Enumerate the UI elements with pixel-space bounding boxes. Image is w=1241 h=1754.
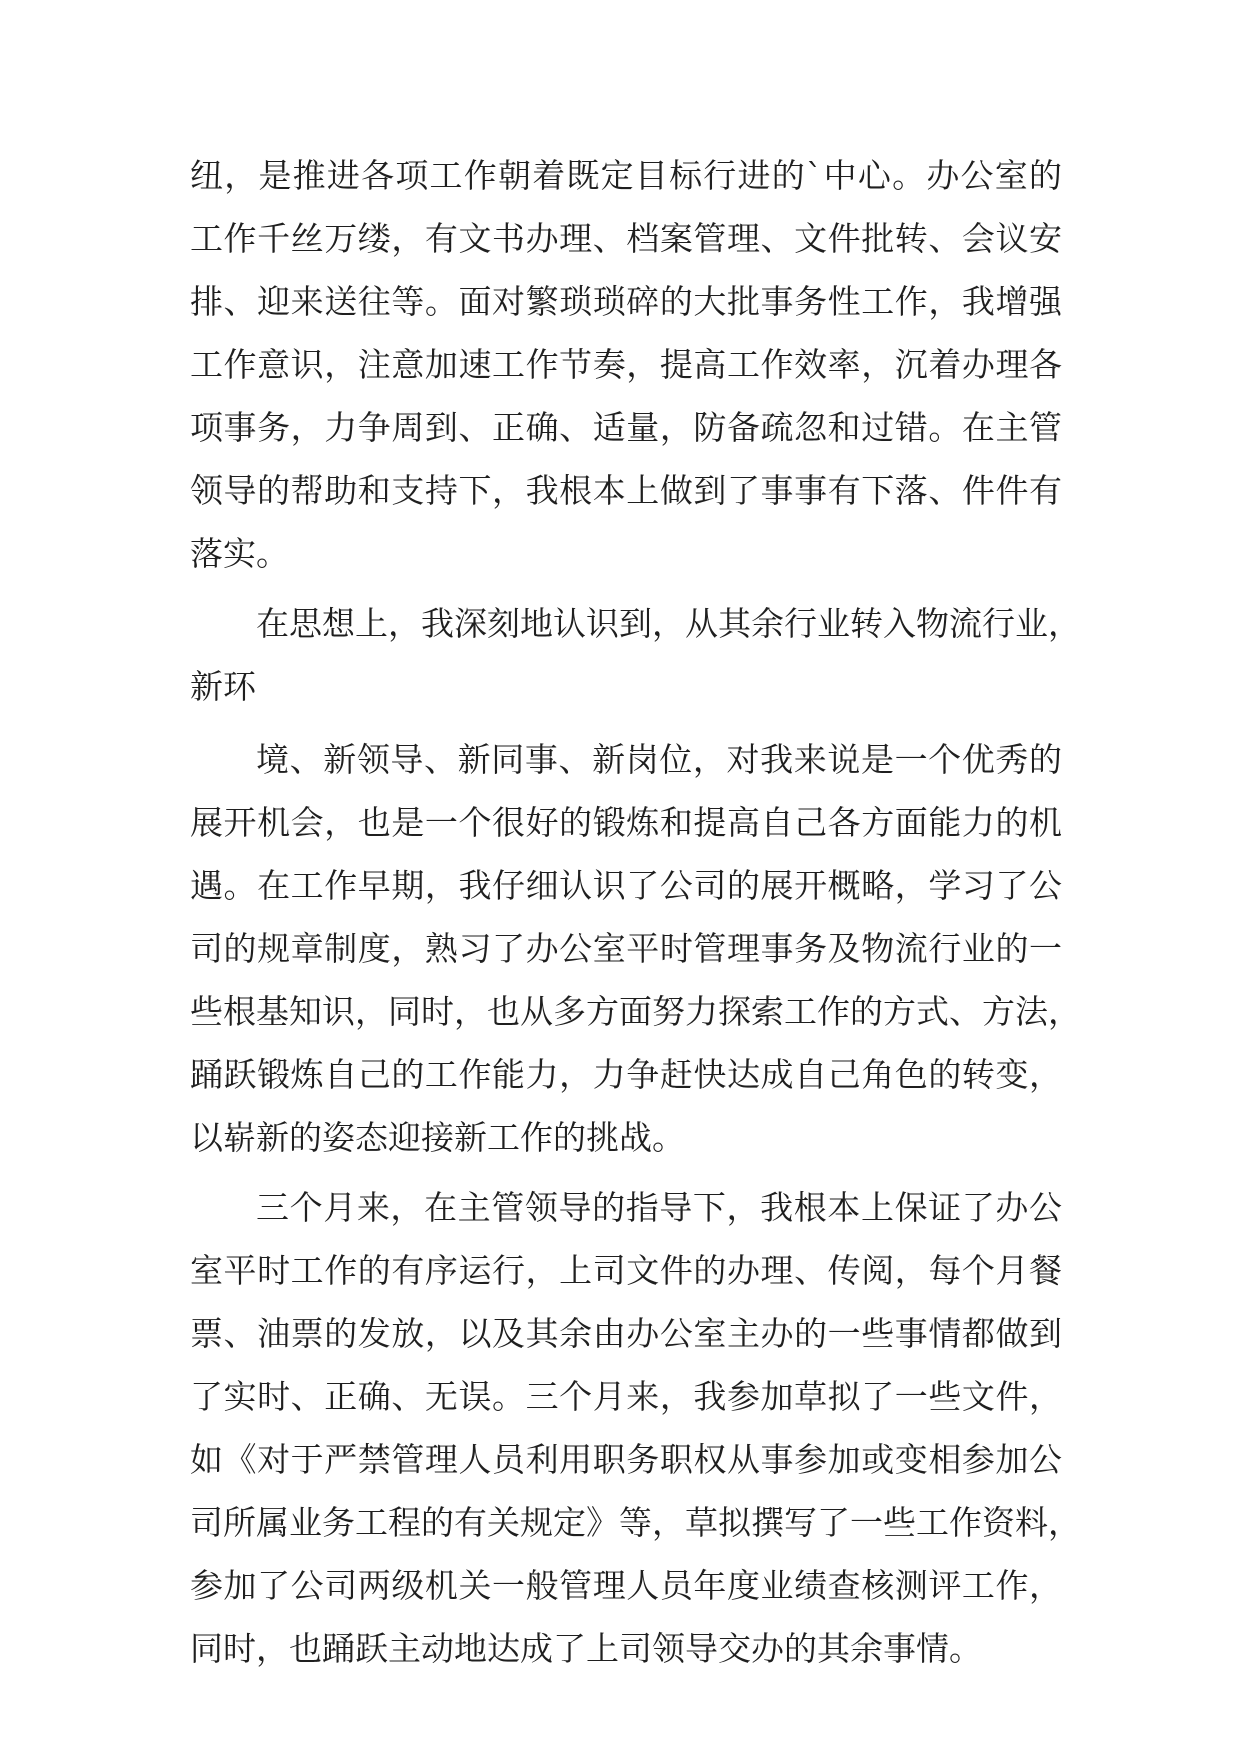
- paragraph-3-line-7: 以崭新的姿态迎接新工作的挑战。: [190, 1118, 685, 1157]
- text-line-3: 排、迎来送往等。面对繁琐琐碎的大批事务性工作，我增强: [190, 282, 1062, 321]
- paragraph-3-line-4: 司的规章制度，熟习了办公室平时管理事务及物流行业的一: [190, 929, 1062, 968]
- text-line-2: 工作千丝万缕，有文书办理、档案管理、文件批转、会议安: [190, 219, 1062, 258]
- text-line-6: 领导的帮助和支持下，我根本上做到了事事有下落、件件有: [190, 471, 1062, 510]
- text-line-5: 项事务，力争周到、正确、适量，防备疏忽和过错。在主管: [190, 408, 1062, 447]
- text-line-1: 纽，是推进各项工作朝着既定目标行进的`中心。办公室的: [190, 156, 1062, 195]
- paragraph-3-line-2: 展开机会，也是一个很好的锻炼和提高自己各方面能力的机: [190, 803, 1062, 842]
- paragraph-3-line-6: 踊跃锻炼自己的工作能力，力争赶快达成自己角色的转变，: [190, 1055, 1062, 1094]
- paragraph-4-line-6: 司所属业务工程的有关规定》等，草拟撰写了一些工作资料，: [190, 1503, 1081, 1542]
- paragraph-2-line-1: 在思想上，我深刻地认识到，从其余行业转入物流行业，: [256, 604, 1081, 643]
- text-line-4: 工作意识，注意加速工作节奏，提高工作效率，沉着办理各: [190, 345, 1062, 384]
- paragraph-3-line-1: 境、新领导、新同事、新岗位，对我来说是一个优秀的: [256, 740, 1062, 779]
- paragraph-2-line-2: 新环: [190, 667, 256, 706]
- paragraph-3-line-5: 些根基知识，同时，也从多方面努力探索工作的方式、方法，: [190, 992, 1081, 1031]
- paragraph-4-line-4: 了实时、正确、无误。三个月来，我参加草拟了一些文件，: [190, 1377, 1062, 1416]
- paragraph-4-line-8: 同时，也踊跃主动地达成了上司领导交办的其余事情。: [190, 1629, 982, 1668]
- paragraph-4-line-1: 三个月来，在主管领导的指导下，我根本上保证了办公: [256, 1188, 1062, 1227]
- text-line-7: 落实。: [190, 534, 289, 573]
- paragraph-3-line-3: 遇。在工作早期，我仔细认识了公司的展开概略，学习了公: [190, 866, 1062, 905]
- paragraph-4-line-2: 室平时工作的有序运行，上司文件的办理、传阅，每个月餐: [190, 1251, 1062, 1290]
- paragraph-4-line-7: 参加了公司两级机关一般管理人员年度业绩查核测评工作，: [190, 1566, 1062, 1605]
- paragraph-4-line-3: 票、油票的发放，以及其余由办公室主办的一些事情都做到: [190, 1314, 1062, 1353]
- paragraph-4-line-5: 如《对于严禁管理人员利用职务职权从事参加或变相参加公: [190, 1440, 1062, 1479]
